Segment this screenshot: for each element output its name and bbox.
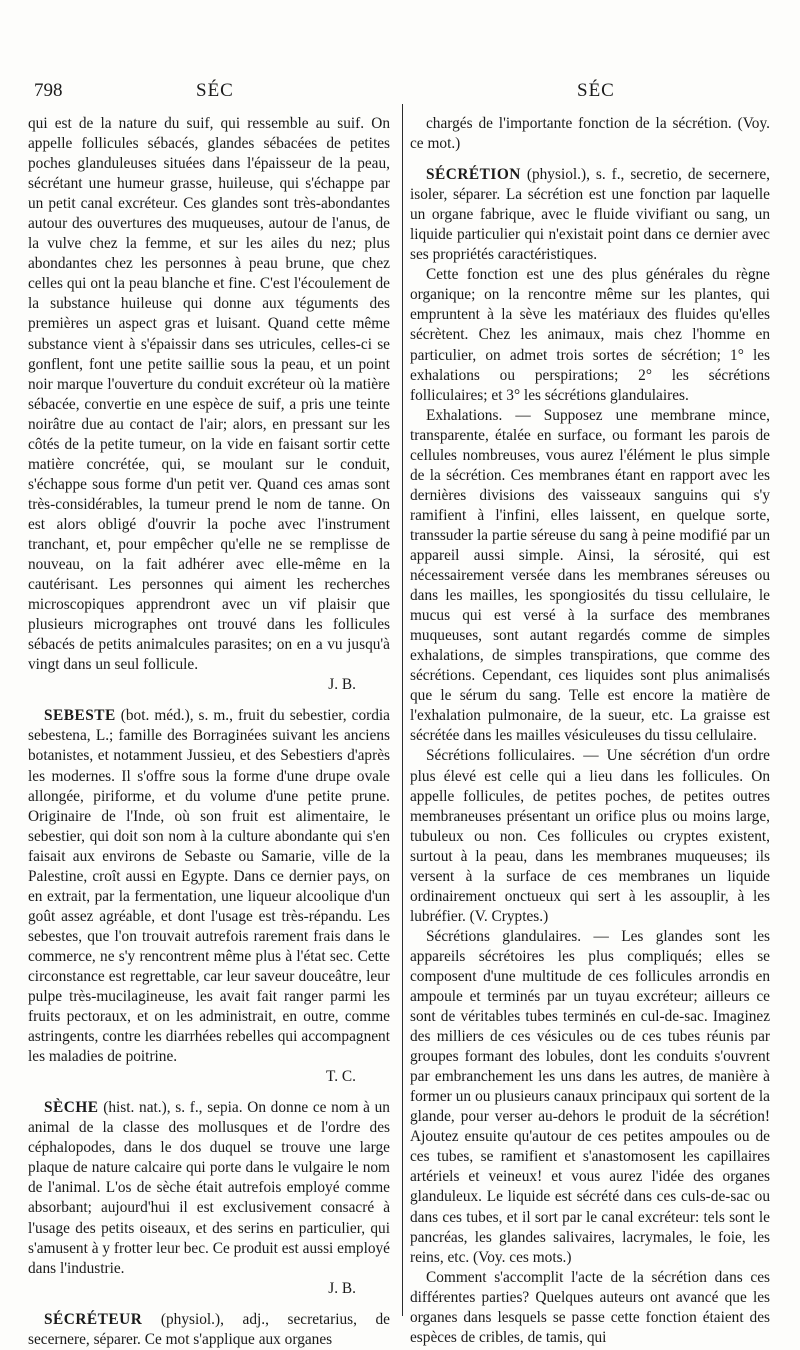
paragraph-exhalations: Exhalations. — Supposez une membrane mince, transparente, étalée en surface, ou formant les parois de cellules nombreuses, vous aurez l'élément le plus simple de la sécrétion. Ces membranes étant en rapport avec les dernières divisions des vaisseaux sanguins qui s'y ramifient à l'infini, elles laissent, en quelque sorte, transsuder la partie séreuse du sang à peine modifié par un appareil aussi simple. Ainsi, la sérosité, qui est nécessairement versée dans les membranes séreuses ou dans les mailles, les spongiosités du tissu cellulaire, le mucus qui est versé à la surface des membranes muqueuses, sont autant regardés comme de simples exhalations, de simples transpirations, que comme des sécrétions. Cependant, ces liquides sont plus animalisés que le sérum du sang. Telle est encore la matière de l'exhalation pulmonaire, de la sueur, etc. La graisse est sécrétée dans les mailles vésiculeuses du tissu cellulaire. xyxy=(410,406,770,745)
paragraph: Comment s'accomplit l'acte de la sécrétion dans ces différentes parties? Quelques auteurs ont avancé que les organes dans lesquels se passe cette fonction étaient des espèces de cribles, de tamis, qui xyxy=(410,1268,770,1346)
headword: SÉCRÉTION xyxy=(426,166,521,184)
author-signature: J. B. xyxy=(328,1279,356,1297)
entry-sebeste xyxy=(28,706,390,1067)
headword: SÈCHE xyxy=(44,1099,99,1117)
paragraph-folliculaires: Sécrétions folliculaires. — Une sécrétion d'un ordre plus élevé est celle qui a lieu dans les follicules. On appelle follicules, de petites poches, de petites outres membraneuses présentant un orifice plus ou moins large, tubuleux ou non. Ces follicules ou cryptes existent, surtout à la peau, dans les membranes muqueuses; ils versent à la surface de ces membranes un liquide ordinairement onctueux qui sert à les assouplir, à les lubréfier. (V. Cryptes.) xyxy=(410,747,770,925)
entry-secreteur-continued: chargés de l'importante fonction de la sécrétion. (Voy. ce mot.) xyxy=(410,115,770,153)
headword: SÉCRÉTEUR xyxy=(44,1310,143,1328)
left-column xyxy=(28,114,390,1350)
column-divider xyxy=(402,104,403,1316)
entry-text: (bot. méd.), s. m., fruit du sebestier, cordia sebestena, L.; famille des Borraginées suivant les anciens botanistes, et notamment Jussieu, et des Sebestiers d'après les modernes. Il s'offre sous la forme d'une drupe ovale allongée, piriforme, et du volume d'une petite prune. Originaire de l'Inde, où son fruit est alimentaire, le sebestier, qui doit son nom à la culture abondante qui s'en faisait aux environs de Sebaste ou Samarie, ville de la Palestine, croît aussi en Egypte. Dans ce dernier pays, on en extrait, par la fermentation, une liqueur alcoolique d'un goût assez agréable, et dont l'usage est très-répandu. Les sebestes, que l'on trouvait autrefois rarement frais dans le commerce, ne s'y rencontrent même plus à l'état sec. Cette circonstance est regrettable, car leur saveur douceâtre, leur pulpe très-mucilagineuse, les avait fait ranger parmi les fruits pectoraux, et on les administrait, en outre, comme astringents, contre les diarrhées rebelles qui accompagnent les maladies de poitrine. xyxy=(28,707,390,1066)
running-head-right: SÉC xyxy=(577,80,615,101)
paragraph-glandulaires: Sécrétions glandulaires. — Les glandes sont les appareils sécrétoires les plus compliqués; elles se composent d'une multitude de ces follicules arrondis en ampoule et terminés par un tuyau excréteur; ailleurs ce sont de véritables tubes terminés en cul-de-sac. Imaginez des milliers de ces vésicules ou de ces tubes réunis par groupes formant des lobules, dont les conduits s'ouvrent par embranchement les uns dans les autres, de manière à former un ou plusieurs canaux principaux qui sortent de la glande, pour verser au-dehors le produit de la sécrétion! Ajoutez ensuite qu'autour de ces petites ampoules ou de ces tubes, se ramifient et s'anastomosent les capillaires artériels et veineux! et vous aurez l'idée des organes glanduleux. Le liquide est sécrété dans ces culs-de-sac ou dans ces tubes, et il sort par le canal excréteur: tels sont le pancréas, les glandes salivaires, lacrymales, le foie, les reins, etc. (Voy. ces mots.) xyxy=(410,927,770,1266)
paragraph: Cette fonction est une des plus générales du règne organique; on la rencontre même sur les plantes, qui empruntent à la sève les matériaux des fluides qu'elles sécrètent. Chez les animaux, mais chez l'homme en particulier, on admet trois sortes de sécrétion; 1° les exhalations ou perspirations; 2° les sécrétions folliculaires; et 3° les sécrétions glandulaires. xyxy=(410,266,770,404)
entry-seche xyxy=(28,1098,390,1278)
running-head-left: SÉC xyxy=(196,80,234,101)
page-number: 798 xyxy=(34,80,63,101)
entry-secretion xyxy=(410,165,770,265)
headword: SEBESTE xyxy=(44,707,116,725)
entry-text: (physiol.), s. f., secretio, de secernere, isoler, séparer. La sécrétion est une fonction par laquelle un organe fabrique, avec le fluide vivifiant ou sang, un liquide particulier qui n'existait point dans ce dernier avec ses propriétés caractéristiques. xyxy=(410,166,770,264)
author-signature: J. B. xyxy=(328,676,356,694)
entry-secreteur xyxy=(28,1310,390,1350)
author-signature: T. C. xyxy=(326,1068,356,1086)
entry-text: (hist. nat.), s. f., sepia. On donne ce nom à un animal de la classe des mollusques et de l'ordre des céphalopodes, dans le dos duquel se trouve une large plaque de nature calcaire qui porte dans le vulgaire le nom de l'animal. L'os de sèche était autrefois employé comme absorbant; aujourd'hui il est exclusivement consacré à l'usage des petits oiseaux, et des serins en particulier, qui s'amusent à y frotter leur bec. Ce produit est aussi employé dans l'industrie. xyxy=(28,1099,390,1277)
right-column xyxy=(410,114,770,1348)
entry-sebace-continued: qui est de la nature du suif, qui ressemble au suif. On appelle follicules sébacés, glandes sébacées de petites poches glanduleuses situées dans l'épaisseur de la peau, sécrétant une humeur grasse, huileuse, qui s'échappe par un petit canal excréteur. Ces glandes sont très-abondantes autour des ouvertures des muqueuses, autour de l'anus, de la vulve chez la femme, et sur les ailes du nez; plus abondantes chez les personnes à peau brune, que chez celles qui ont la peau blanche et fine. C'est l'écoulement de la substance huileuse qui donne aux téguments des premières un aspect gras et luisant. Quand cette même substance vient à s'épaissir dans ses utricules, celles-ci se gonflent, font une petite saillie sous la peau, et un point noir marque l'ouverture du conduit excréteur où la matière sébacée, convertie en une espèce de suif, a pris une teinte noirâtre due au contact de l'air; alors, en pressant sur les côtés de la petite tumeur, on la vide en faisant sortir cette matière concrétée, qui, se moulant sur le conduit, s'échappe sous forme d'un petit ver. Quand ces amas sont très-considérables, la tumeur prend le nom de tanne. On est alors obligé d'ouvrir la poche avec l'instrument tranchant, et, pour empêcher qu'elle ne se remplisse de nouveau, on la fait adhérer avec elle-même en la cautérisant. Les personnes qui aiment les recherches microscopiques apprendront avec un vif plaisir que plusieurs micrographes ont trouvé dans les follicules sébacés de petits animalcules parasites; on en a vu jusqu'à vingt dans un seul follicule. xyxy=(28,115,390,674)
entry-text: (physiol.), adj., secretarius, de secernere, séparer. Ce mot s'applique aux organes xyxy=(28,1310,390,1348)
